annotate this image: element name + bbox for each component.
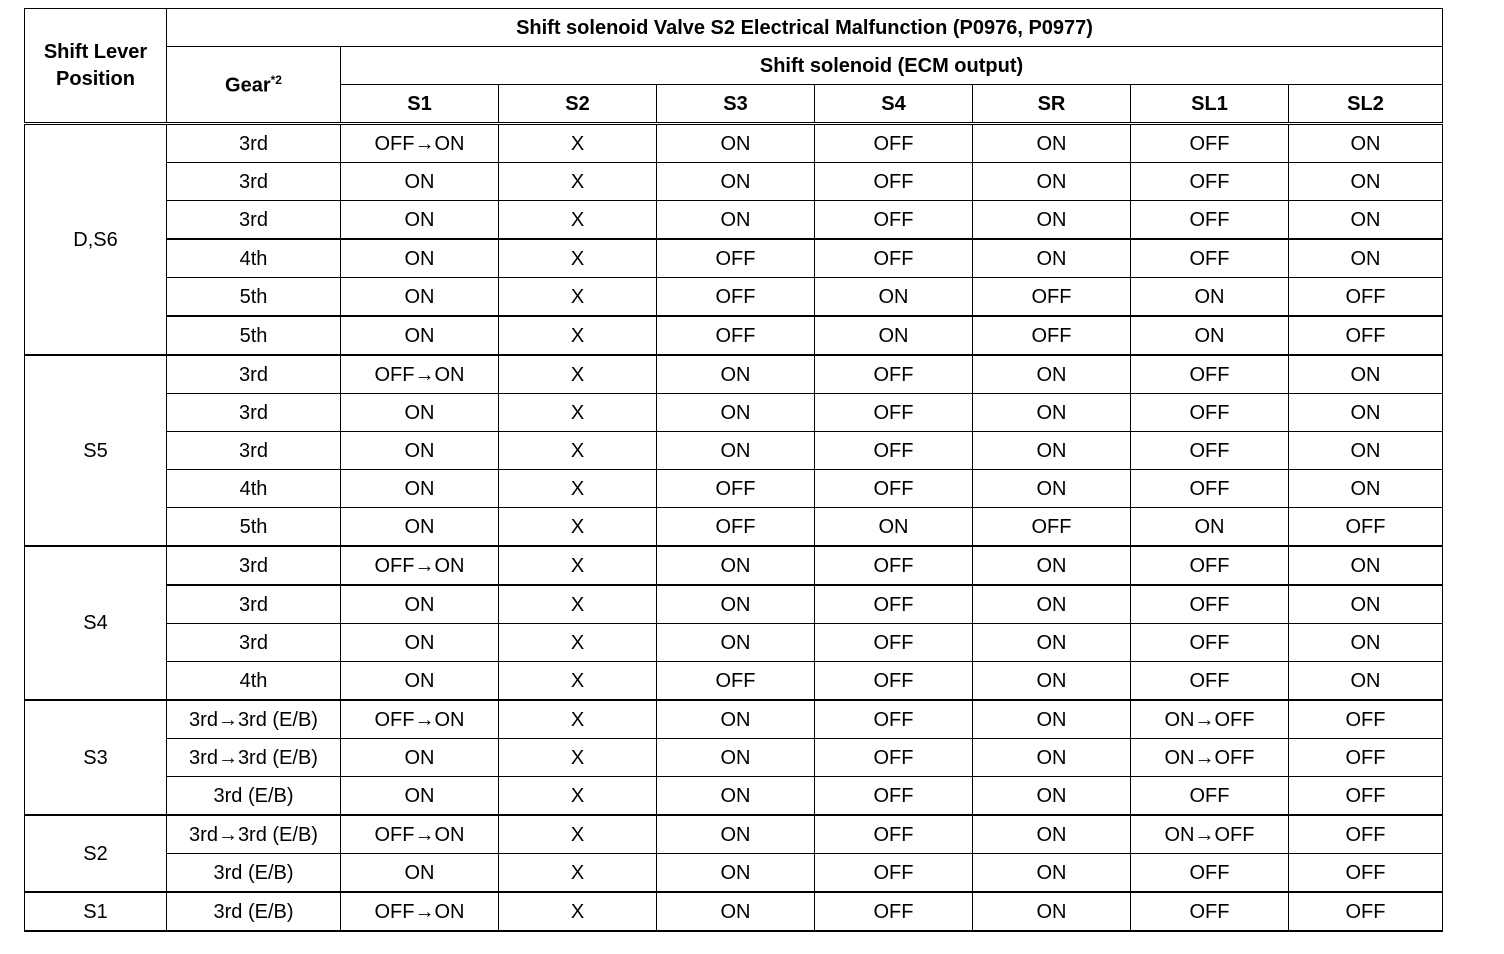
table-row [25,278,1443,317]
s4-value-cell: OFF [815,124,973,163]
gear-cell: 3rd [167,163,341,201]
gear-cell: 3rd [167,432,341,470]
s4-value-cell: OFF [815,201,973,240]
sl2-value-cell: ON [1289,201,1443,240]
gear-header-label: Gear [225,74,271,97]
sl1-value-cell: OFF [1131,777,1289,816]
gear-cell: 3rd [167,546,341,585]
s3-value-cell: ON [657,355,815,394]
table-row [25,624,1443,662]
table-row [25,239,1443,278]
s4-value-cell: OFF [815,470,973,508]
gear-cell: 5th [167,316,341,355]
gear-cell: 3rd [167,201,341,240]
gear-cell: 3rd [167,624,341,662]
sl2-value-cell: OFF [1289,777,1443,816]
sr-value-cell: ON [973,470,1131,508]
sl1-value-cell: OFF [1131,546,1289,585]
table-row [25,700,1443,739]
s2-value-cell: X [499,432,657,470]
s2-value-cell: X [499,394,657,432]
s1-value-cell: ON [341,163,499,201]
gear-cell: 3rd→3rd (E/B) [167,739,341,777]
s4-value-cell: OFF [815,777,973,816]
s3-value-cell: ON [657,432,815,470]
s1-value-cell: ON [341,316,499,355]
gear-cell: 3rd→3rd (E/B) [167,815,341,854]
table-row [25,432,1443,470]
sl1-value-cell: ON [1131,278,1289,317]
s3-value-cell: OFF [657,278,815,317]
sl2-value-cell: ON [1289,546,1443,585]
s4-value-cell: ON [815,316,973,355]
s2-value-cell: X [499,815,657,854]
sl2-value-cell: ON [1289,163,1443,201]
shift-lever-position-cell: S5 [25,355,167,546]
s4-value-cell: OFF [815,355,973,394]
s3-value-cell: ON [657,892,815,931]
s2-value-cell: X [499,163,657,201]
sl2-value-cell: ON [1289,585,1443,624]
s1-value-cell: ON [341,394,499,432]
sl2-value-cell: ON [1289,355,1443,394]
table-row [25,854,1443,893]
table-row [25,777,1443,816]
sl2-value-cell: OFF [1289,700,1443,739]
sl2-value-cell: ON [1289,624,1443,662]
sl1-value-cell: ON [1131,316,1289,355]
s4-value-cell: OFF [815,854,973,893]
table-row [25,470,1443,508]
s3-value-cell: ON [657,394,815,432]
s1-value-cell: ON [341,585,499,624]
s1-value-cell: OFF→ON [341,355,499,394]
table-row [25,508,1443,547]
gear-cell: 3rd [167,585,341,624]
s4-value-cell: OFF [815,432,973,470]
sr-value-cell: ON [973,777,1131,816]
column-header-s1: S1 [341,85,499,124]
table-title: Shift solenoid Valve S2 Electrical Malfunction (P0976, P0977) [167,9,1443,47]
table-row [25,355,1443,394]
sr-value-cell: ON [973,394,1131,432]
s2-value-cell: X [499,892,657,931]
sr-value-cell: OFF [973,316,1131,355]
s4-value-cell: OFF [815,700,973,739]
s2-value-cell: X [499,546,657,585]
s3-value-cell: ON [657,815,815,854]
sl1-value-cell: OFF [1131,624,1289,662]
column-header-sr: SR [973,85,1131,124]
s4-value-cell: OFF [815,546,973,585]
gear-cell: 3rd [167,394,341,432]
gear-cell: 3rd [167,355,341,394]
sl1-value-cell: OFF [1131,201,1289,240]
sl2-value-cell: ON [1289,394,1443,432]
sl1-value-cell: OFF [1131,470,1289,508]
gear-cell: 4th [167,239,341,278]
s1-value-cell: OFF→ON [341,700,499,739]
sr-value-cell: ON [973,585,1131,624]
sl1-value-cell: ON→OFF [1131,739,1289,777]
sl2-value-cell: ON [1289,124,1443,163]
sl2-value-cell: ON [1289,239,1443,278]
s2-value-cell: X [499,624,657,662]
s2-value-cell: X [499,239,657,278]
shift-lever-position-cell: S2 [25,815,167,892]
s4-value-cell: ON [815,278,973,317]
sl1-value-cell: OFF [1131,394,1289,432]
s2-value-cell: X [499,124,657,163]
sr-value-cell: ON [973,854,1131,893]
table-row [25,394,1443,432]
s2-value-cell: X [499,278,657,317]
sl1-value-cell: OFF [1131,892,1289,931]
s2-value-cell: X [499,739,657,777]
gear-cell: 4th [167,662,341,701]
s2-value-cell: X [499,662,657,701]
gear-cell: 5th [167,508,341,547]
s1-value-cell: ON [341,662,499,701]
table-row [25,201,1443,240]
sl1-value-cell: OFF [1131,124,1289,163]
s3-value-cell: ON [657,700,815,739]
s3-value-cell: ON [657,854,815,893]
table-row [25,892,1443,931]
gear-cell: 3rd [167,124,341,163]
table-row [25,585,1443,624]
column-header-s2: S2 [499,85,657,124]
s3-value-cell: OFF [657,508,815,547]
s3-value-cell: ON [657,124,815,163]
gear-cell: 3rd (E/B) [167,777,341,816]
table-row [25,815,1443,854]
s1-value-cell: ON [341,278,499,317]
sl2-value-cell: OFF [1289,739,1443,777]
s4-value-cell: OFF [815,585,973,624]
s4-value-cell: OFF [815,662,973,701]
table-row [25,546,1443,585]
sr-value-cell: ON [973,815,1131,854]
sl1-value-cell: OFF [1131,854,1289,893]
sl1-value-cell: OFF [1131,432,1289,470]
gear-cell: 3rd (E/B) [167,854,341,893]
s3-value-cell: ON [657,163,815,201]
sr-value-cell: ON [973,124,1131,163]
s3-value-cell: ON [657,546,815,585]
sr-value-cell: ON [973,355,1131,394]
s2-value-cell: X [499,585,657,624]
s2-value-cell: X [499,355,657,394]
sr-value-cell: ON [973,662,1131,701]
gear-cell: 4th [167,470,341,508]
s1-value-cell: OFF→ON [341,546,499,585]
s1-value-cell: OFF→ON [341,124,499,163]
sl2-value-cell: OFF [1289,278,1443,317]
s3-value-cell: OFF [657,662,815,701]
ecm-output-header: Shift solenoid (ECM output) [341,47,1443,85]
shift-lever-position-cell: S3 [25,700,167,815]
s2-value-cell: X [499,201,657,240]
s1-value-cell: ON [341,854,499,893]
s4-value-cell: OFF [815,739,973,777]
s3-value-cell: OFF [657,239,815,278]
shift-lever-position-header: Shift Lever Position [25,9,167,124]
column-header-sl2: SL2 [1289,85,1443,124]
s4-value-cell: OFF [815,394,973,432]
sr-value-cell: OFF [973,508,1131,547]
s1-value-cell: ON [341,508,499,547]
s1-value-cell: ON [341,201,499,240]
sl1-value-cell: OFF [1131,163,1289,201]
s1-value-cell: ON [341,432,499,470]
solenoid-malfunction-table [24,8,1443,932]
sl2-value-cell: ON [1289,432,1443,470]
shift-lever-position-cell: S1 [25,892,167,931]
sl2-value-cell: OFF [1289,892,1443,931]
sl1-value-cell: OFF [1131,585,1289,624]
s1-value-cell: ON [341,777,499,816]
gear-cell: 3rd→3rd (E/B) [167,700,341,739]
s1-value-cell: ON [341,624,499,662]
s4-value-cell: OFF [815,239,973,278]
sr-value-cell: ON [973,624,1131,662]
s1-value-cell: ON [341,239,499,278]
s4-value-cell: OFF [815,815,973,854]
sl2-value-cell: OFF [1289,316,1443,355]
sl2-value-cell: ON [1289,662,1443,701]
sr-value-cell: ON [973,163,1131,201]
sr-value-cell: ON [973,239,1131,278]
s3-value-cell: ON [657,585,815,624]
s3-value-cell: ON [657,624,815,662]
sl1-value-cell: OFF [1131,355,1289,394]
s2-value-cell: X [499,470,657,508]
sl1-value-cell: OFF [1131,662,1289,701]
s2-value-cell: X [499,508,657,547]
sl1-value-cell: ON→OFF [1131,815,1289,854]
table-row [25,163,1443,201]
s3-value-cell: OFF [657,470,815,508]
table-body [25,124,1443,932]
s1-value-cell: OFF→ON [341,892,499,931]
gear-header-note: *2 [270,72,282,87]
table-header [25,9,1443,124]
gear-cell: 5th [167,278,341,317]
sl2-value-cell: ON [1289,470,1443,508]
table-row [25,662,1443,701]
s1-value-cell: OFF→ON [341,815,499,854]
sr-value-cell: ON [973,546,1131,585]
sl1-value-cell: ON [1131,508,1289,547]
sl2-value-cell: OFF [1289,508,1443,547]
sr-value-cell: ON [973,700,1131,739]
s4-value-cell: ON [815,508,973,547]
table-row [25,739,1443,777]
s4-value-cell: OFF [815,892,973,931]
shift-lever-position-cell: D,S6 [25,124,167,356]
sr-value-cell: OFF [973,278,1131,317]
s3-value-cell: OFF [657,316,815,355]
sr-value-cell: ON [973,739,1131,777]
sr-value-cell: ON [973,892,1131,931]
document-page [24,8,1443,932]
s4-value-cell: OFF [815,163,973,201]
sl2-value-cell: OFF [1289,854,1443,893]
s1-value-cell: ON [341,739,499,777]
s4-value-cell: OFF [815,624,973,662]
s3-value-cell: ON [657,739,815,777]
s2-value-cell: X [499,700,657,739]
gear-header [167,47,341,124]
sl2-value-cell: OFF [1289,815,1443,854]
s1-value-cell: ON [341,470,499,508]
column-header-s3: S3 [657,85,815,124]
s2-value-cell: X [499,777,657,816]
s3-value-cell: ON [657,777,815,816]
table-row [25,316,1443,355]
column-header-s4: S4 [815,85,973,124]
sr-value-cell: ON [973,432,1131,470]
gear-cell: 3rd (E/B) [167,892,341,931]
s2-value-cell: X [499,854,657,893]
s2-value-cell: X [499,316,657,355]
sr-value-cell: ON [973,201,1131,240]
table-row [25,124,1443,163]
column-header-sl1: SL1 [1131,85,1289,124]
s3-value-cell: ON [657,201,815,240]
shift-lever-position-cell: S4 [25,546,167,700]
sl1-value-cell: ON→OFF [1131,700,1289,739]
sl1-value-cell: OFF [1131,239,1289,278]
